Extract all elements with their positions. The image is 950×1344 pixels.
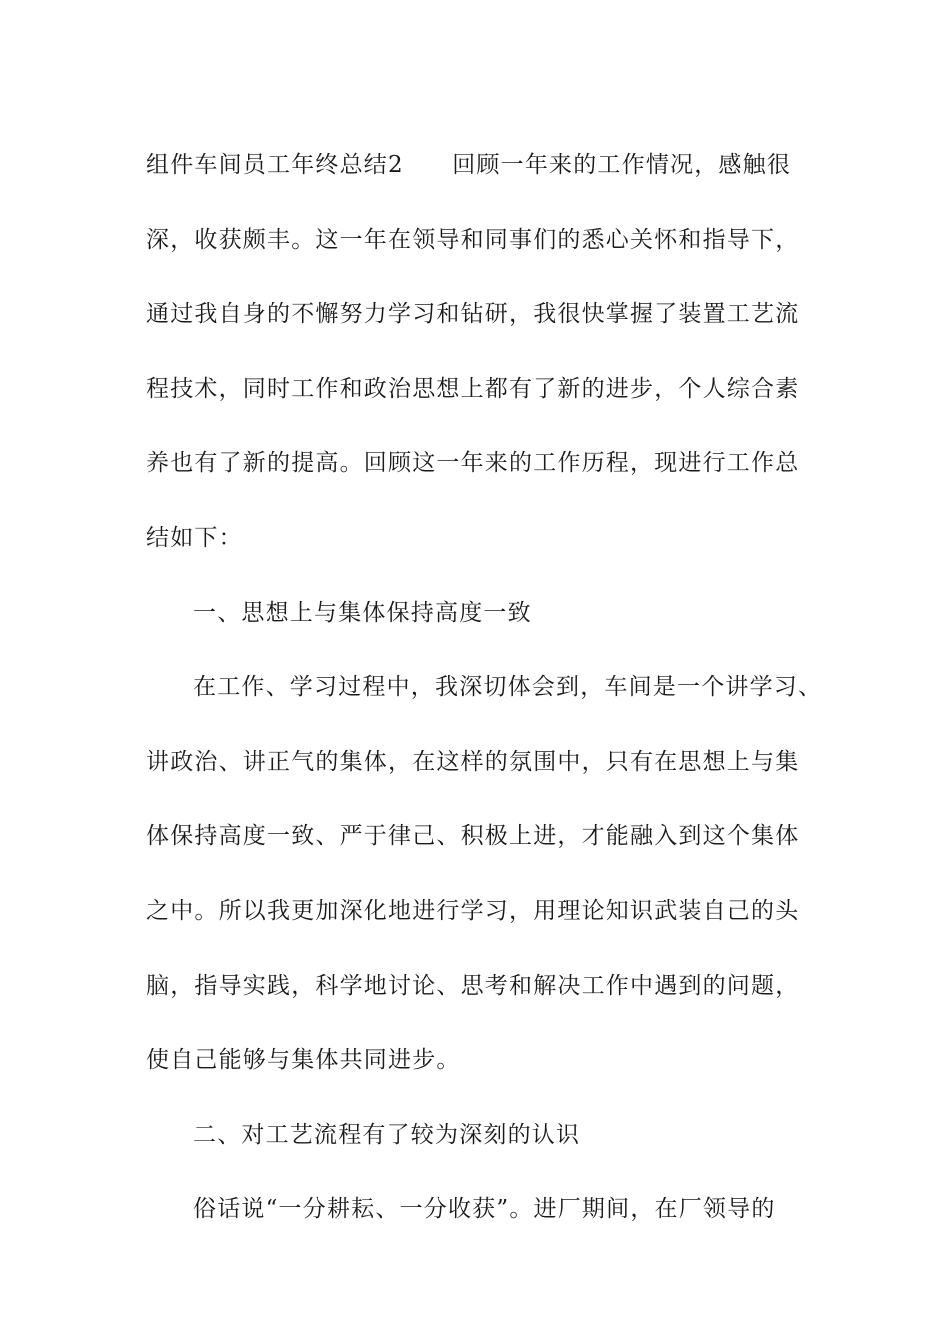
section-heading: 一、思想上与集体保持高度一致 (193, 599, 532, 626)
text-line: 在工作、学习过程中，我深切体会到，车间是一个讲学习、 (193, 674, 823, 701)
text-line: 通过我自身的不懈努力学习和钻研，我很快掌握了装置工艺流 (146, 301, 800, 328)
text-line: 程技术，同时工作和政治思想上都有了新的进步，个人综合素 (146, 375, 800, 402)
text-line: 脑，指导实践，科学地讨论、思考和解决工作中遇到的问题， (146, 972, 800, 999)
text-line: 俗话说“一分耕耘、一分收获”。进厂期间，在厂领导的 (193, 1196, 776, 1223)
text-line: 深，收获颇丰。这一年在领导和同事们的悉心关怀和指导下， (146, 226, 800, 253)
section-heading: 二、对工艺流程有了较为深刻的认识 (193, 1121, 581, 1148)
document-body (146, 128, 826, 1247)
text-line: 组件车间员工年终总结2 回顾一年来的工作情况，感触很 (146, 152, 792, 178)
text-line: 使自己能够与集体共同进步。 (146, 1047, 461, 1074)
text-line: 养也有了新的提高。回顾这一年来的工作历程，现进行工作总 (146, 450, 800, 477)
text-line: 体保持高度一致、严于律己、积极上进，才能融入到这个集体 (146, 823, 800, 850)
text-line: 讲政治、讲正气的集体，在这样的氛围中，只有在思想上与集 (146, 748, 800, 775)
text-line: 之中。所以我更加深化地进行学习，用理论知识武装自己的头 (146, 897, 800, 924)
text-line: 结如下： (146, 524, 243, 551)
